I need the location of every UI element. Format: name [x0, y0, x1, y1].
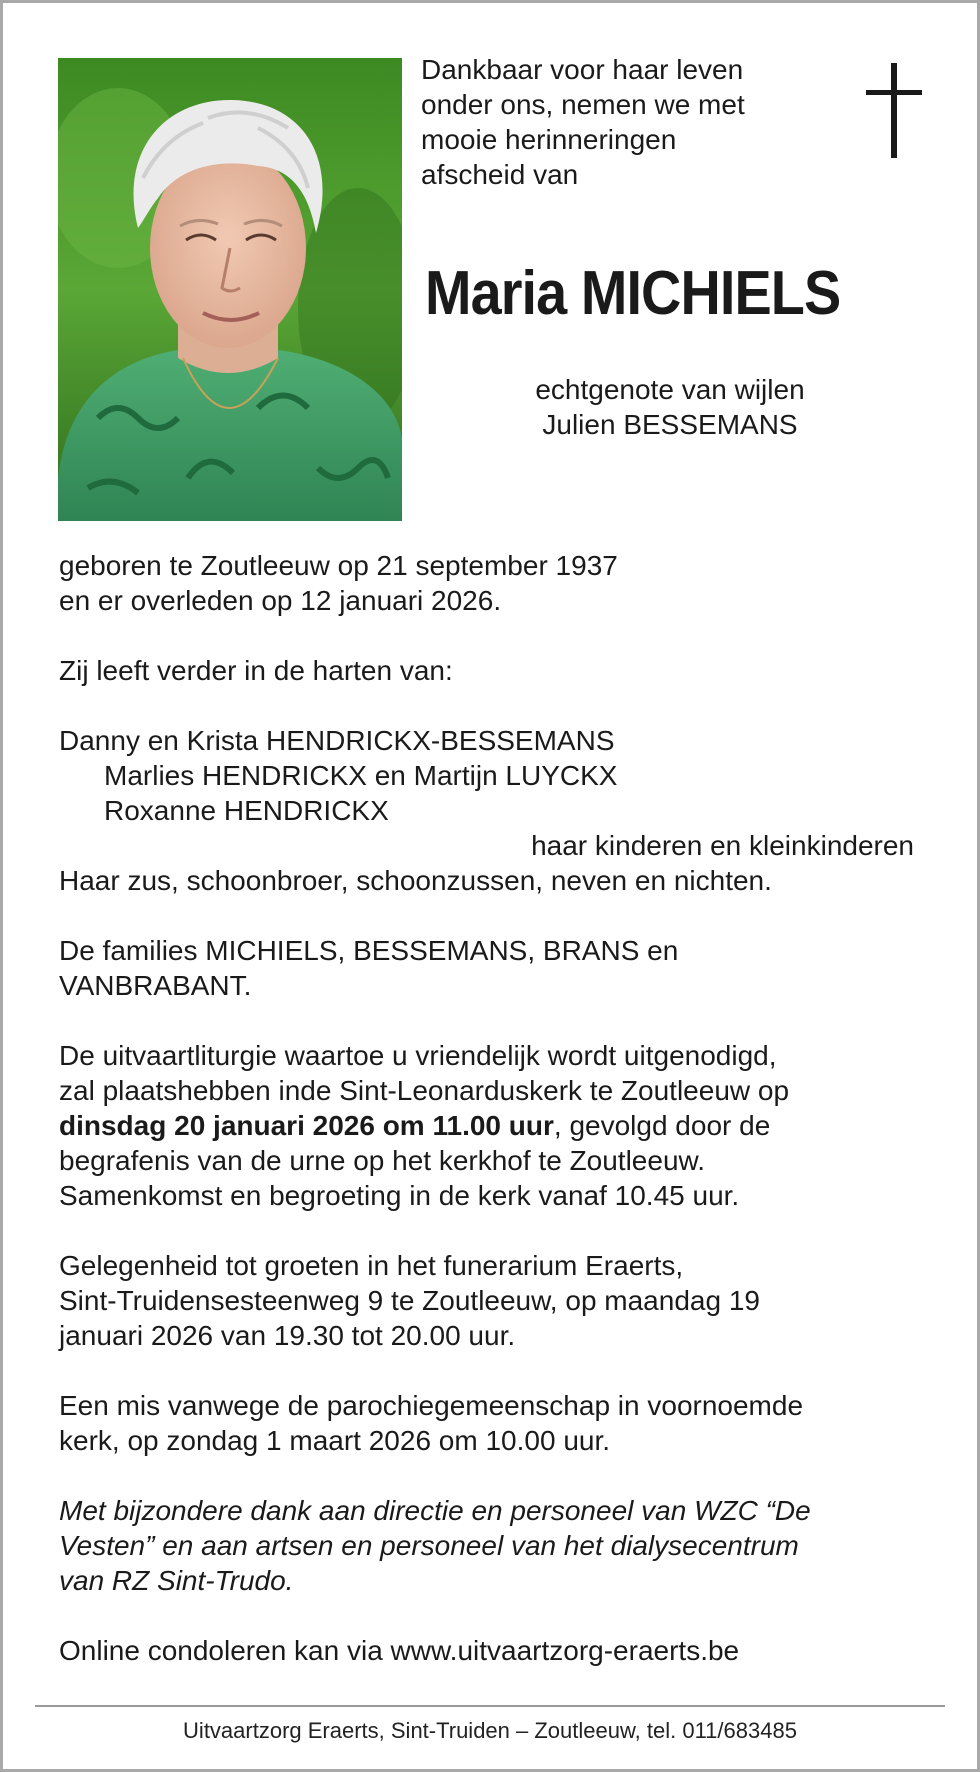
- portrait-photo: [58, 58, 402, 521]
- visitation-paragraph: [59, 1248, 939, 1353]
- visitation-line: Gelegenheid tot groeten in het funerarium Eraerts,: [59, 1250, 684, 1281]
- families-line: VANBRABANT.: [59, 970, 252, 1001]
- intro-line: onder ons, nemen we met: [421, 89, 745, 120]
- family-grandchild: Roxanne HENDRICKX: [104, 795, 389, 826]
- dates-paragraph: [59, 548, 939, 618]
- intro-text: [421, 52, 745, 192]
- funeral-line: begrafenis van de urne op het kerkhof te Zoutleeuw.: [59, 1145, 705, 1176]
- family-grandchild: Marlies HENDRICKX en Martijn LUYCKX: [104, 760, 618, 791]
- visitation-line: januari 2026 van 19.30 tot 20.00 uur.: [59, 1320, 516, 1351]
- families-paragraph: [59, 933, 939, 1003]
- footer-divider: [35, 1705, 945, 1707]
- intro-line: mooie herinneringen: [421, 124, 677, 155]
- thanks-line: Met bijzondere dank aan directie en personeel van WZC “De: [59, 1495, 811, 1526]
- birth-line: geboren te Zoutleeuw op 21 september 1937: [59, 550, 618, 581]
- families-line: De families MICHIELS, BESSEMANS, BRANS en: [59, 935, 679, 966]
- footer-text: Uitvaartzorg Eraerts, Sint-Truiden – Zoutleeuw, tel. 011/683485: [183, 1718, 797, 1743]
- deceased-name: Maria MICHIELS: [425, 259, 841, 328]
- family-relation-label: haar kinderen en kleinkinderen: [531, 830, 914, 861]
- funeral-date: dinsdag 20 januari 2026 om 11.00 uur: [59, 1110, 554, 1141]
- online-condolence: Online condoleren kan via www.uitvaartzorg-eraerts.be: [59, 1635, 740, 1666]
- thanks-line: Vesten” en aan artsen en personeel van het dialysecentrum: [59, 1530, 799, 1561]
- funeral-line: De uitvaartliturgie waartoe u vriendelijk wordt uitgenodigd,: [59, 1040, 777, 1071]
- cross-icon: [866, 63, 922, 158]
- notice-body: [59, 548, 939, 1703]
- visitation-line: Sint-Truidensesteenweg 9 te Zoutleeuw, op maandag 19: [59, 1285, 760, 1316]
- mass-line: kerk, op zondag 1 maart 2026 om 10.00 uur.: [59, 1425, 611, 1456]
- spouse-info: [470, 372, 870, 442]
- family-siblings: Haar zus, schoonbroer, schoonzussen, neven en nichten.: [59, 865, 772, 896]
- thanks-line: van RZ Sint-Trudo.: [59, 1565, 294, 1596]
- intro-line: Dankbaar voor haar leven: [421, 54, 744, 85]
- funeral-date-line: [59, 1108, 939, 1143]
- family-children: Danny en Krista HENDRICKX-BESSEMANS: [59, 725, 615, 756]
- mass-line: Een mis vanwege de parochiegemeenschap in voornoemde: [59, 1390, 804, 1421]
- funeral-paragraph: [59, 1038, 939, 1213]
- survived-intro: Zij leeft verder in de harten van:: [59, 655, 453, 686]
- funeral-line-rest: , gevolgd door de: [553, 1110, 771, 1141]
- spouse-line: Julien BESSEMANS: [542, 409, 798, 440]
- mass-paragraph: [59, 1388, 939, 1458]
- intro-line: afscheid van: [421, 159, 579, 190]
- death-line: en er overleden op 12 januari 2026.: [59, 585, 502, 616]
- spouse-line: echtgenote van wijlen: [535, 374, 805, 405]
- funeral-line: zal plaatshebben inde Sint-Leonarduskerk te Zoutleeuw op: [59, 1075, 790, 1106]
- thanks-paragraph: [59, 1493, 939, 1598]
- funeral-line: Samenkomst en begroeting in de kerk vanaf 10.45 uur.: [59, 1180, 740, 1211]
- family-paragraph: [59, 723, 939, 898]
